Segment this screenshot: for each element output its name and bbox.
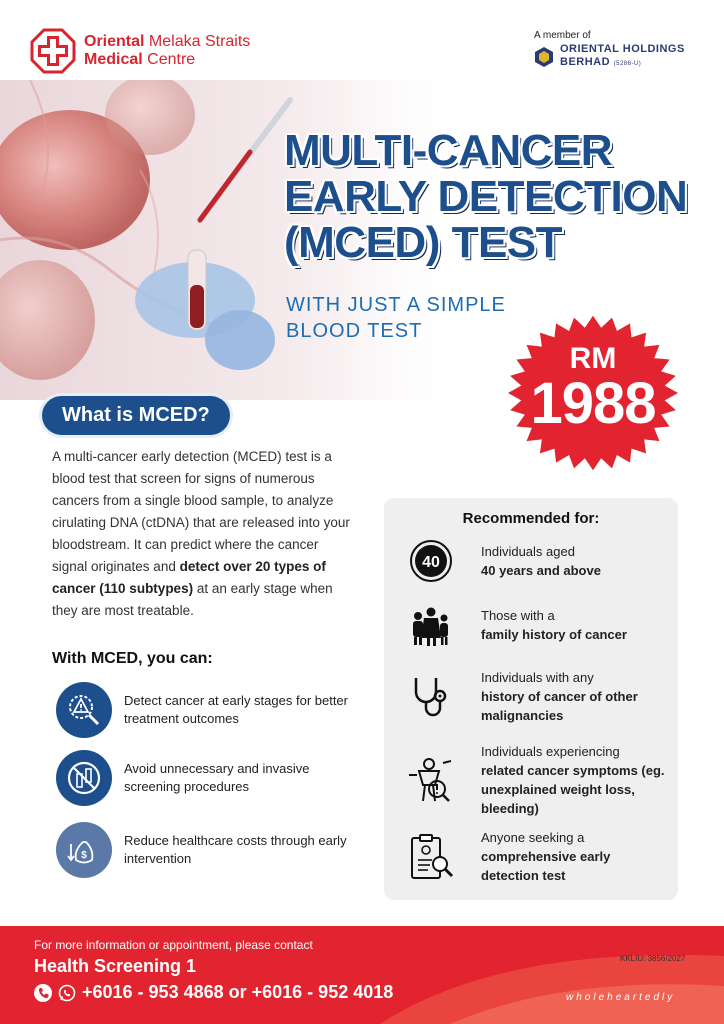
title-line-2: EARLY DETECTION <box>284 172 688 221</box>
subtitle: WITH JUST A SIMPLE BLOOD TEST <box>286 294 506 342</box>
price-amount: 1988 <box>530 371 656 436</box>
age-40-icon <box>406 536 456 586</box>
member-prefix: A member of <box>534 30 591 41</box>
recommended-item: Those with a family history of cancer <box>406 600 671 650</box>
price-badge <box>498 312 688 474</box>
recommended-item: Anyone seeking a comprehensive early detection test <box>406 828 671 885</box>
hospital-logo[interactable] <box>30 28 250 74</box>
benefit-item: Detect cancer at early stages for better treatment outcomes <box>56 682 354 738</box>
benefit-item: Avoid unnecessary and invasive screening procedures <box>56 750 354 806</box>
hospital-name: Oriental Melaka Straits Medical Centre <box>84 33 251 68</box>
svg-text:$: $ <box>81 850 87 861</box>
benefit-item: $ Reduce healthcare costs through early intervention <box>56 822 354 878</box>
title-line-3: (MCED) TEST <box>284 218 563 267</box>
svg-text:40: 40 <box>422 554 440 571</box>
red-cross-logo-icon <box>30 28 76 74</box>
family-icon <box>406 600 456 650</box>
oriental-holdings-logo-icon <box>534 46 554 68</box>
whatsapp-icon <box>58 984 76 1002</box>
contact-phones[interactable]: +6016 - 953 4868 or +6016 - 952 4018 <box>34 982 393 1003</box>
warning-magnifier-icon <box>56 682 112 738</box>
symptom-person-icon <box>406 755 456 805</box>
recommended-item: Individuals with any history of cancer of other malignancies <box>406 668 671 725</box>
stethoscope-icon <box>406 672 456 722</box>
phone-icon <box>34 984 52 1002</box>
what-is-mced-heading: What is MCED? <box>42 396 230 435</box>
tagline: wholeheartedly <box>566 992 676 1003</box>
recommended-panel <box>384 498 678 900</box>
group-name: ORIENTAL HOLDINGS BERHAD (5286-U) <box>560 43 685 68</box>
recommended-item: 40 Individuals aged 40 years and above <box>406 536 671 586</box>
recommended-item: Individuals experiencing related cancer symptoms (eg. unexplained weight loss, bleeding) <box>406 742 671 818</box>
title-line-1: MULTI-CANCER <box>284 126 613 175</box>
recommended-heading: Recommended for: <box>462 510 600 527</box>
money-bag-down-icon <box>56 822 112 878</box>
contact-name: Health Screening 1 <box>34 956 197 976</box>
price-currency: RM <box>569 342 617 375</box>
clipboard-search-icon <box>406 832 456 882</box>
benefits-heading: With MCED, you can: <box>52 650 213 667</box>
registration-number: KKLIU: 3856/2027 <box>620 954 686 963</box>
mced-description: A multi-cancer early detection (MCED) test is a blood test that screen for signs of numerous cancers from a single blood sample, to analyze cirulating DNA (ctDNA) that are released into your bloodstream. It can predict where the cancer signal originates and detect over 20 types of cancer (110 subtypes) at an early stage when they are most treatable. <box>52 449 350 618</box>
footer <box>0 926 724 1024</box>
member-of-group <box>534 30 704 71</box>
contact-lead-text: For more information or appointment, please contact <box>34 938 313 952</box>
no-syringe-icon <box>56 750 112 806</box>
page-title <box>284 128 704 266</box>
